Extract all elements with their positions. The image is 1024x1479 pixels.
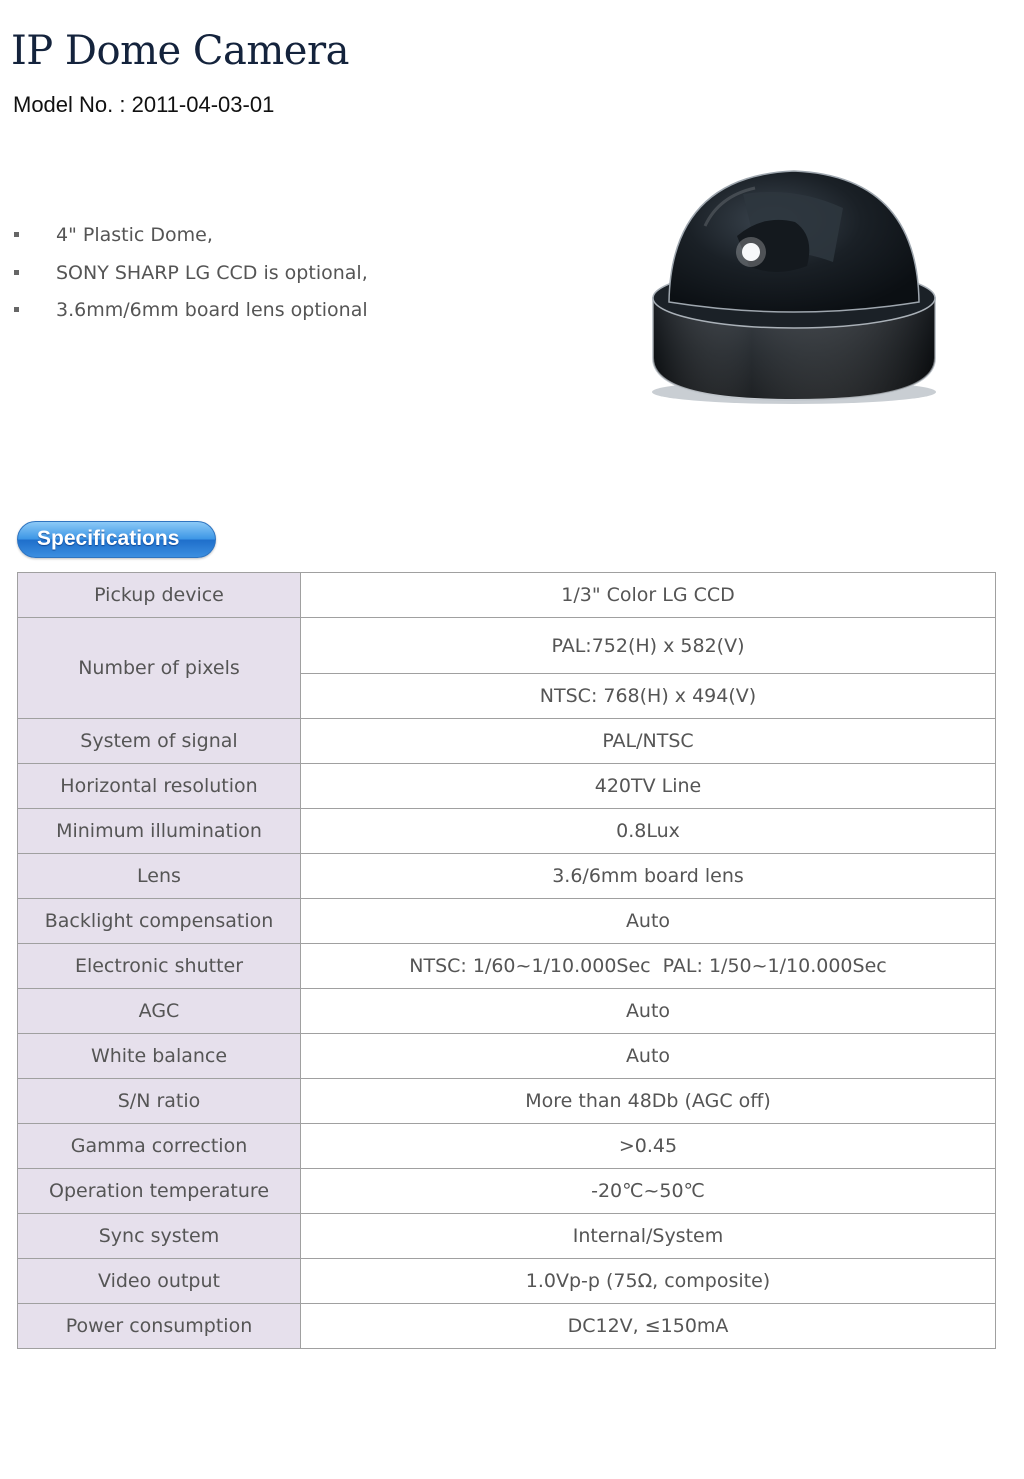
page-title: IP Dome Camera: [11, 28, 349, 74]
spec-value: 3.6/6mm board lens: [301, 854, 996, 899]
table-row: [18, 899, 996, 944]
table-row: [18, 1079, 996, 1124]
spec-label: Minimum illumination: [18, 809, 301, 854]
table-row: [18, 854, 996, 899]
spec-value: 0.8Lux: [301, 809, 996, 854]
spec-label: Power consumption: [18, 1304, 301, 1349]
spec-label: AGC: [18, 989, 301, 1034]
square-bullet-icon: [14, 270, 19, 275]
spec-value: NTSC: 1/60~1/10.000Sec PAL: 1/50~1/10.000Sec: [301, 944, 996, 989]
table-row: [18, 618, 996, 674]
table-row: [18, 764, 996, 809]
spec-value: NTSC: 768(H) x 494(V): [301, 674, 996, 719]
specifications-badge: [17, 521, 216, 558]
spec-label: Electronic shutter: [18, 944, 301, 989]
spec-value: Auto: [301, 1034, 996, 1079]
model-number: Model No. : 2011-04-03-01: [13, 92, 275, 117]
table-row: [18, 1034, 996, 1079]
table-row: [18, 1304, 996, 1349]
spec-value: 1/3" Color LG CCD: [301, 573, 996, 618]
spec-label: Pickup device: [18, 573, 301, 618]
spec-label: Lens: [18, 854, 301, 899]
specifications-table: [17, 572, 996, 1349]
square-bullet-icon: [14, 307, 19, 312]
spec-value: Auto: [301, 899, 996, 944]
table-row: [18, 719, 996, 764]
square-bullet-icon: [14, 232, 19, 237]
spec-label: Video output: [18, 1259, 301, 1304]
spec-value: PAL/NTSC: [301, 719, 996, 764]
spec-label: Sync system: [18, 1214, 301, 1259]
feature-text: SONY SHARP LG CCD is optional,: [56, 261, 368, 284]
spec-value: Internal/System: [301, 1214, 996, 1259]
spec-label: White balance: [18, 1034, 301, 1079]
table-row: [18, 1259, 996, 1304]
table-row: [18, 944, 996, 989]
spec-label: Operation temperature: [18, 1169, 301, 1214]
table-row: [18, 989, 996, 1034]
spec-value: 420TV Line: [301, 764, 996, 809]
table-row: [18, 1214, 996, 1259]
feature-text: 3.6mm/6mm board lens optional: [56, 299, 368, 321]
spec-label: Backlight compensation: [18, 899, 301, 944]
feature-text: 4" Plastic Dome,: [56, 224, 213, 246]
dome-camera-image: [645, 166, 943, 408]
spec-value: 1.0Vp-p (75Ω, composite): [301, 1259, 996, 1304]
spec-label: Horizontal resolution: [18, 764, 301, 809]
spec-label: Gamma correction: [18, 1124, 301, 1169]
spec-value: -20℃~50℃: [301, 1169, 996, 1214]
table-row: [18, 1124, 996, 1169]
spec-label: Number of pixels: [18, 618, 301, 719]
spec-value: More than 48Db (AGC off): [301, 1079, 996, 1124]
specifications-badge-label: Specifications: [37, 527, 180, 550]
table-row: [18, 573, 996, 618]
spec-value: DC12V, ≤150mA: [301, 1304, 996, 1349]
table-row: [18, 1169, 996, 1214]
spec-value: PAL:752(H) x 582(V): [301, 618, 996, 674]
table-row: [18, 809, 996, 854]
spec-label: System of signal: [18, 719, 301, 764]
spec-value: Auto: [301, 989, 996, 1034]
spec-label: S/N ratio: [18, 1079, 301, 1124]
spec-value: >0.45: [301, 1124, 996, 1169]
